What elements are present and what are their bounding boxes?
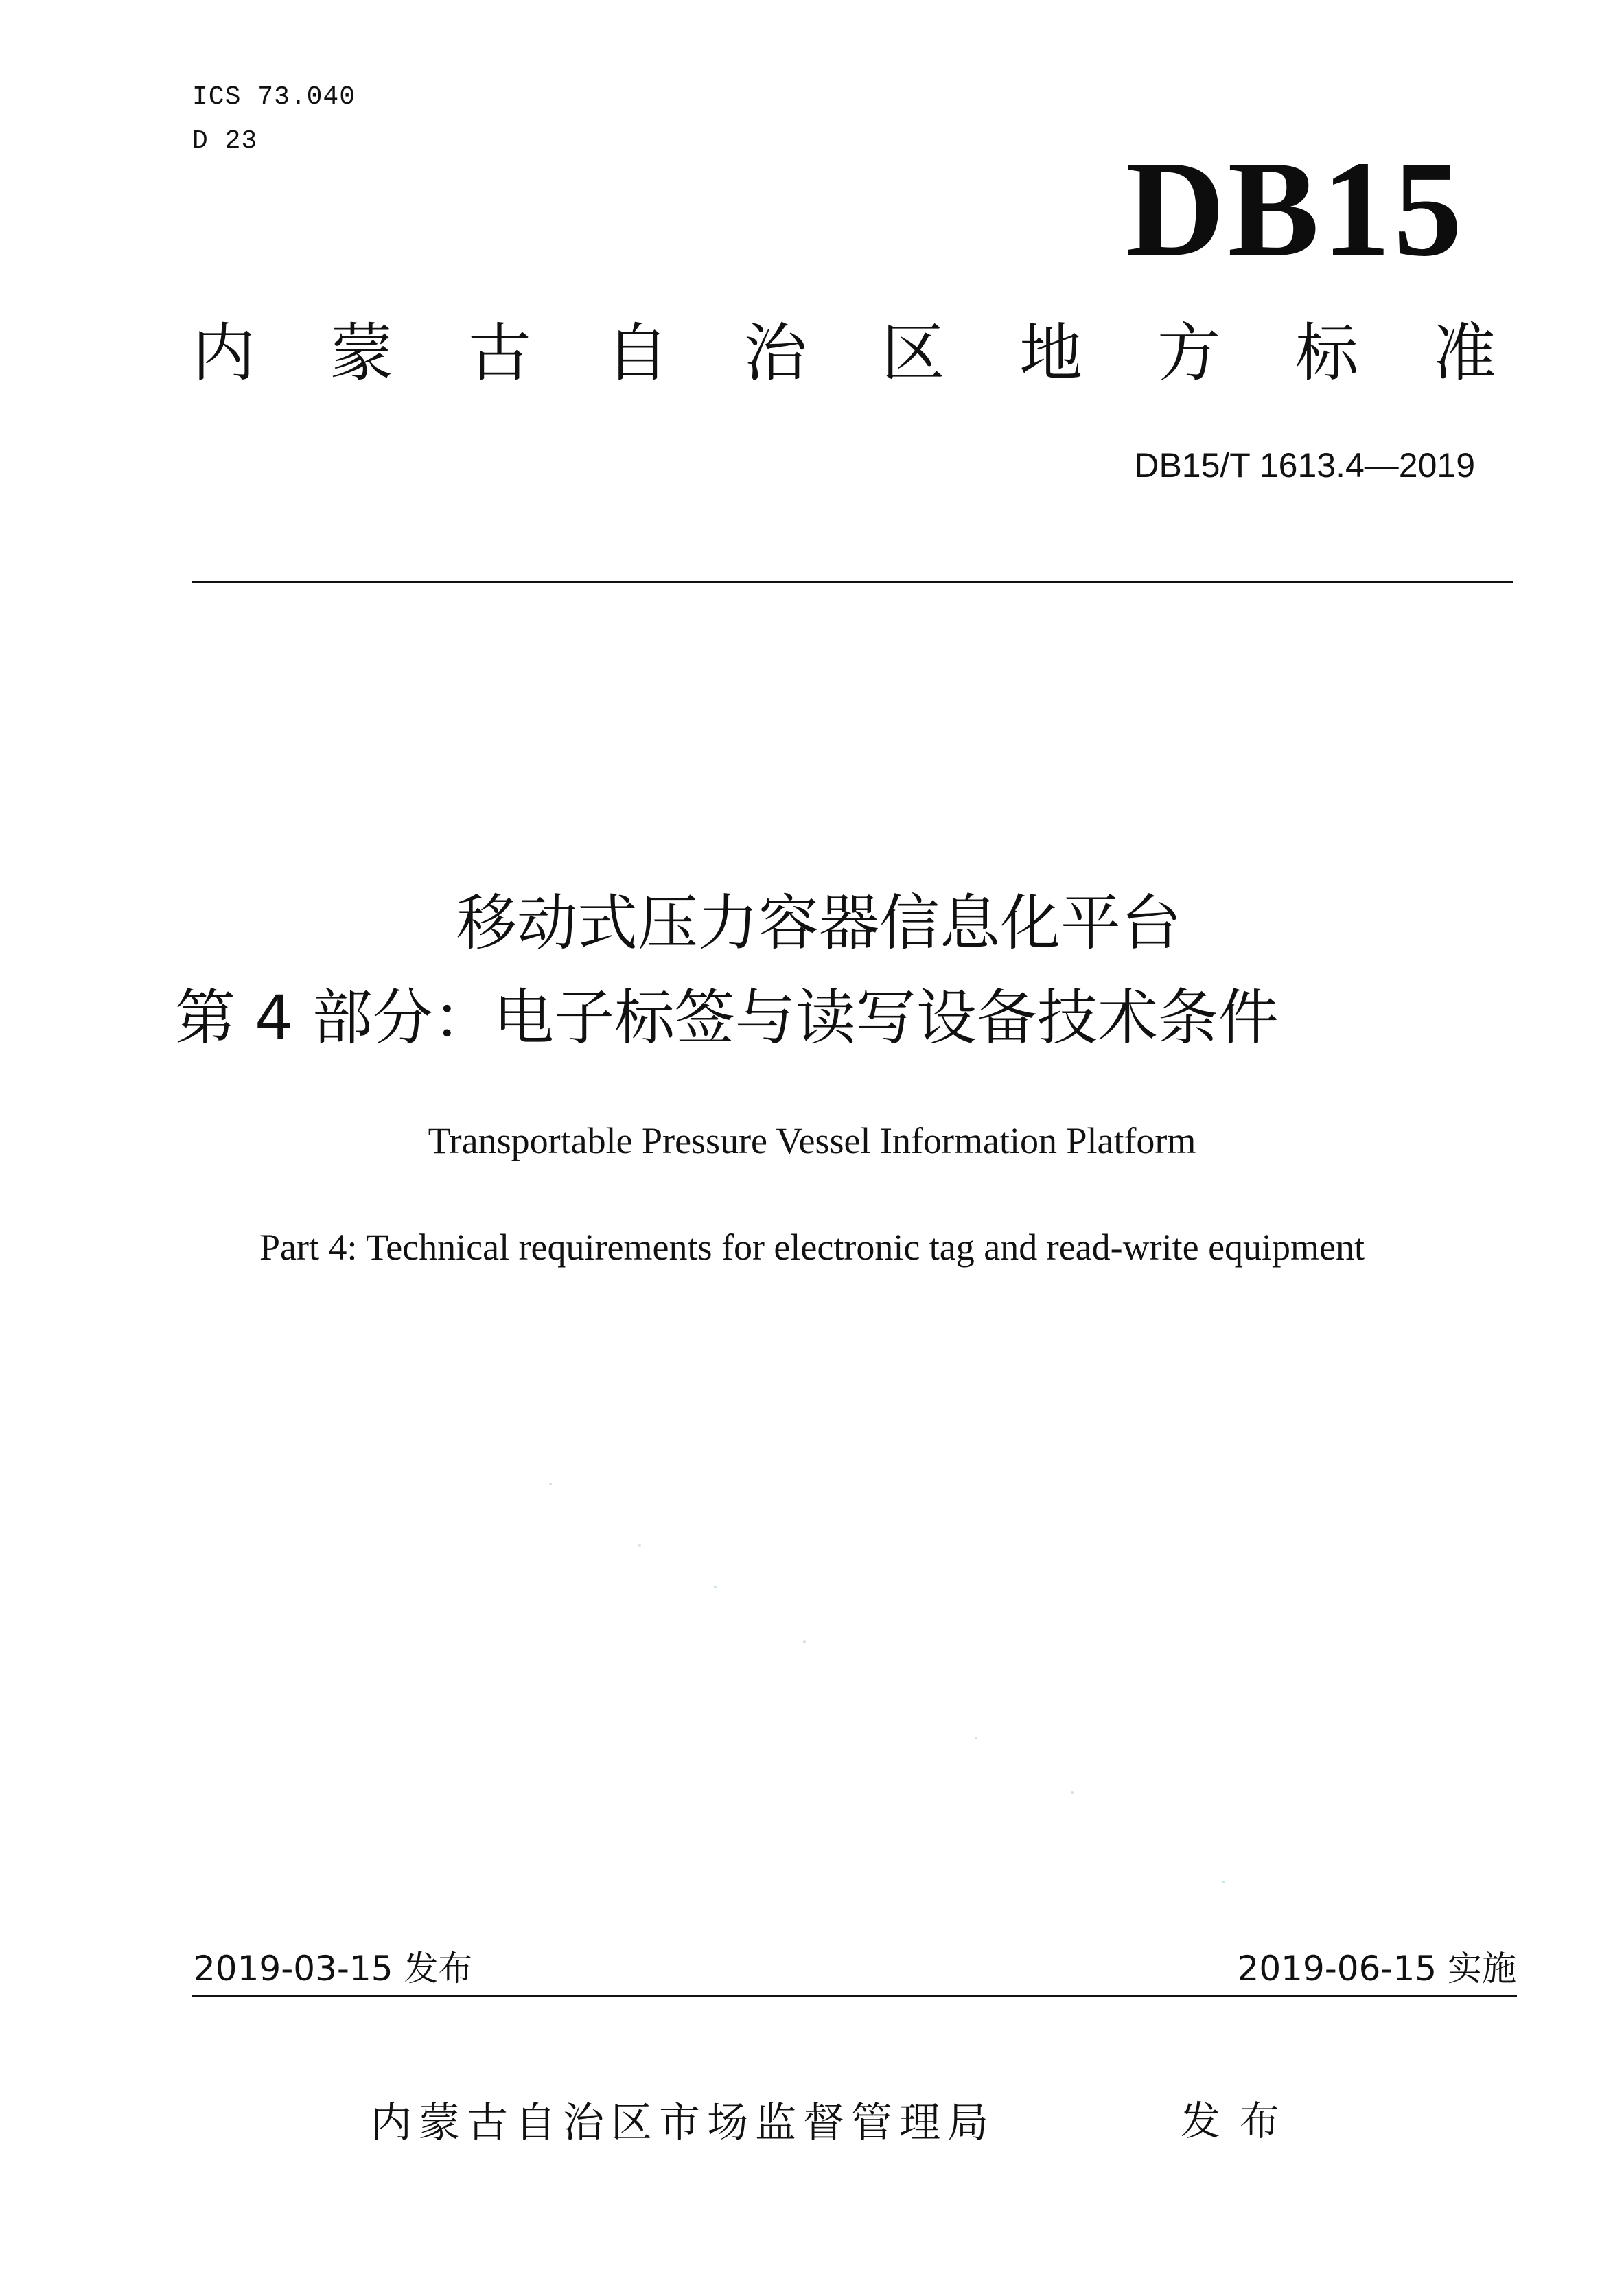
- issue-label: 发布: [1181, 2098, 1299, 2144]
- standard-type-char: 区: [881, 316, 945, 390]
- standard-type-char: 古: [467, 316, 531, 390]
- issuing-authority: 内蒙古自治区市场监督管理局: [371, 2099, 995, 2147]
- implementation-date: 2019-06-15 实施: [1237, 1949, 1516, 1988]
- ics-code: ICS 73.040: [192, 82, 356, 112]
- standard-type-char: 标: [1295, 316, 1359, 390]
- issue-date: 2019-03-15 发布: [194, 1949, 473, 1988]
- scan-speck: [714, 1586, 717, 1588]
- standard-code-logo: DB15: [1126, 133, 1465, 285]
- title-en-part: Part 4: Technical requirements for electronic tag and read-write equipment: [259, 1227, 1365, 1268]
- standard-type-heading: [192, 316, 1496, 391]
- standard-type-char: 地: [1019, 316, 1083, 390]
- standard-type-char: 治: [743, 316, 807, 390]
- standard-type-char: 内: [192, 316, 256, 390]
- scan-speck: [1071, 1791, 1074, 1794]
- scan-speck: [549, 1483, 552, 1485]
- title-en-main: Transportable Pressure Vessel Information Platform: [428, 1120, 1196, 1161]
- scan-speck: [1222, 1881, 1225, 1883]
- bottom-divider: [192, 1995, 1517, 1997]
- scan-speck: [803, 1640, 806, 1643]
- standard-type-char: 蒙: [329, 316, 393, 390]
- scan-speck: [975, 1737, 977, 1739]
- scan-speck: [638, 1544, 641, 1547]
- standard-number: DB15/T 1613.4—2019: [1134, 446, 1475, 485]
- standard-type-char: 方: [1157, 316, 1221, 390]
- standard-type-char: 准: [1432, 316, 1496, 390]
- ccs-code: D 23: [192, 126, 258, 156]
- standard-type-char: 自: [605, 316, 669, 390]
- title-cn-main: 移动式压力容器信息化平台: [456, 888, 1181, 958]
- top-divider: [192, 581, 1513, 583]
- title-cn-part: 第 4 部分：电子标签与读写设备技术条件: [175, 982, 1279, 1053]
